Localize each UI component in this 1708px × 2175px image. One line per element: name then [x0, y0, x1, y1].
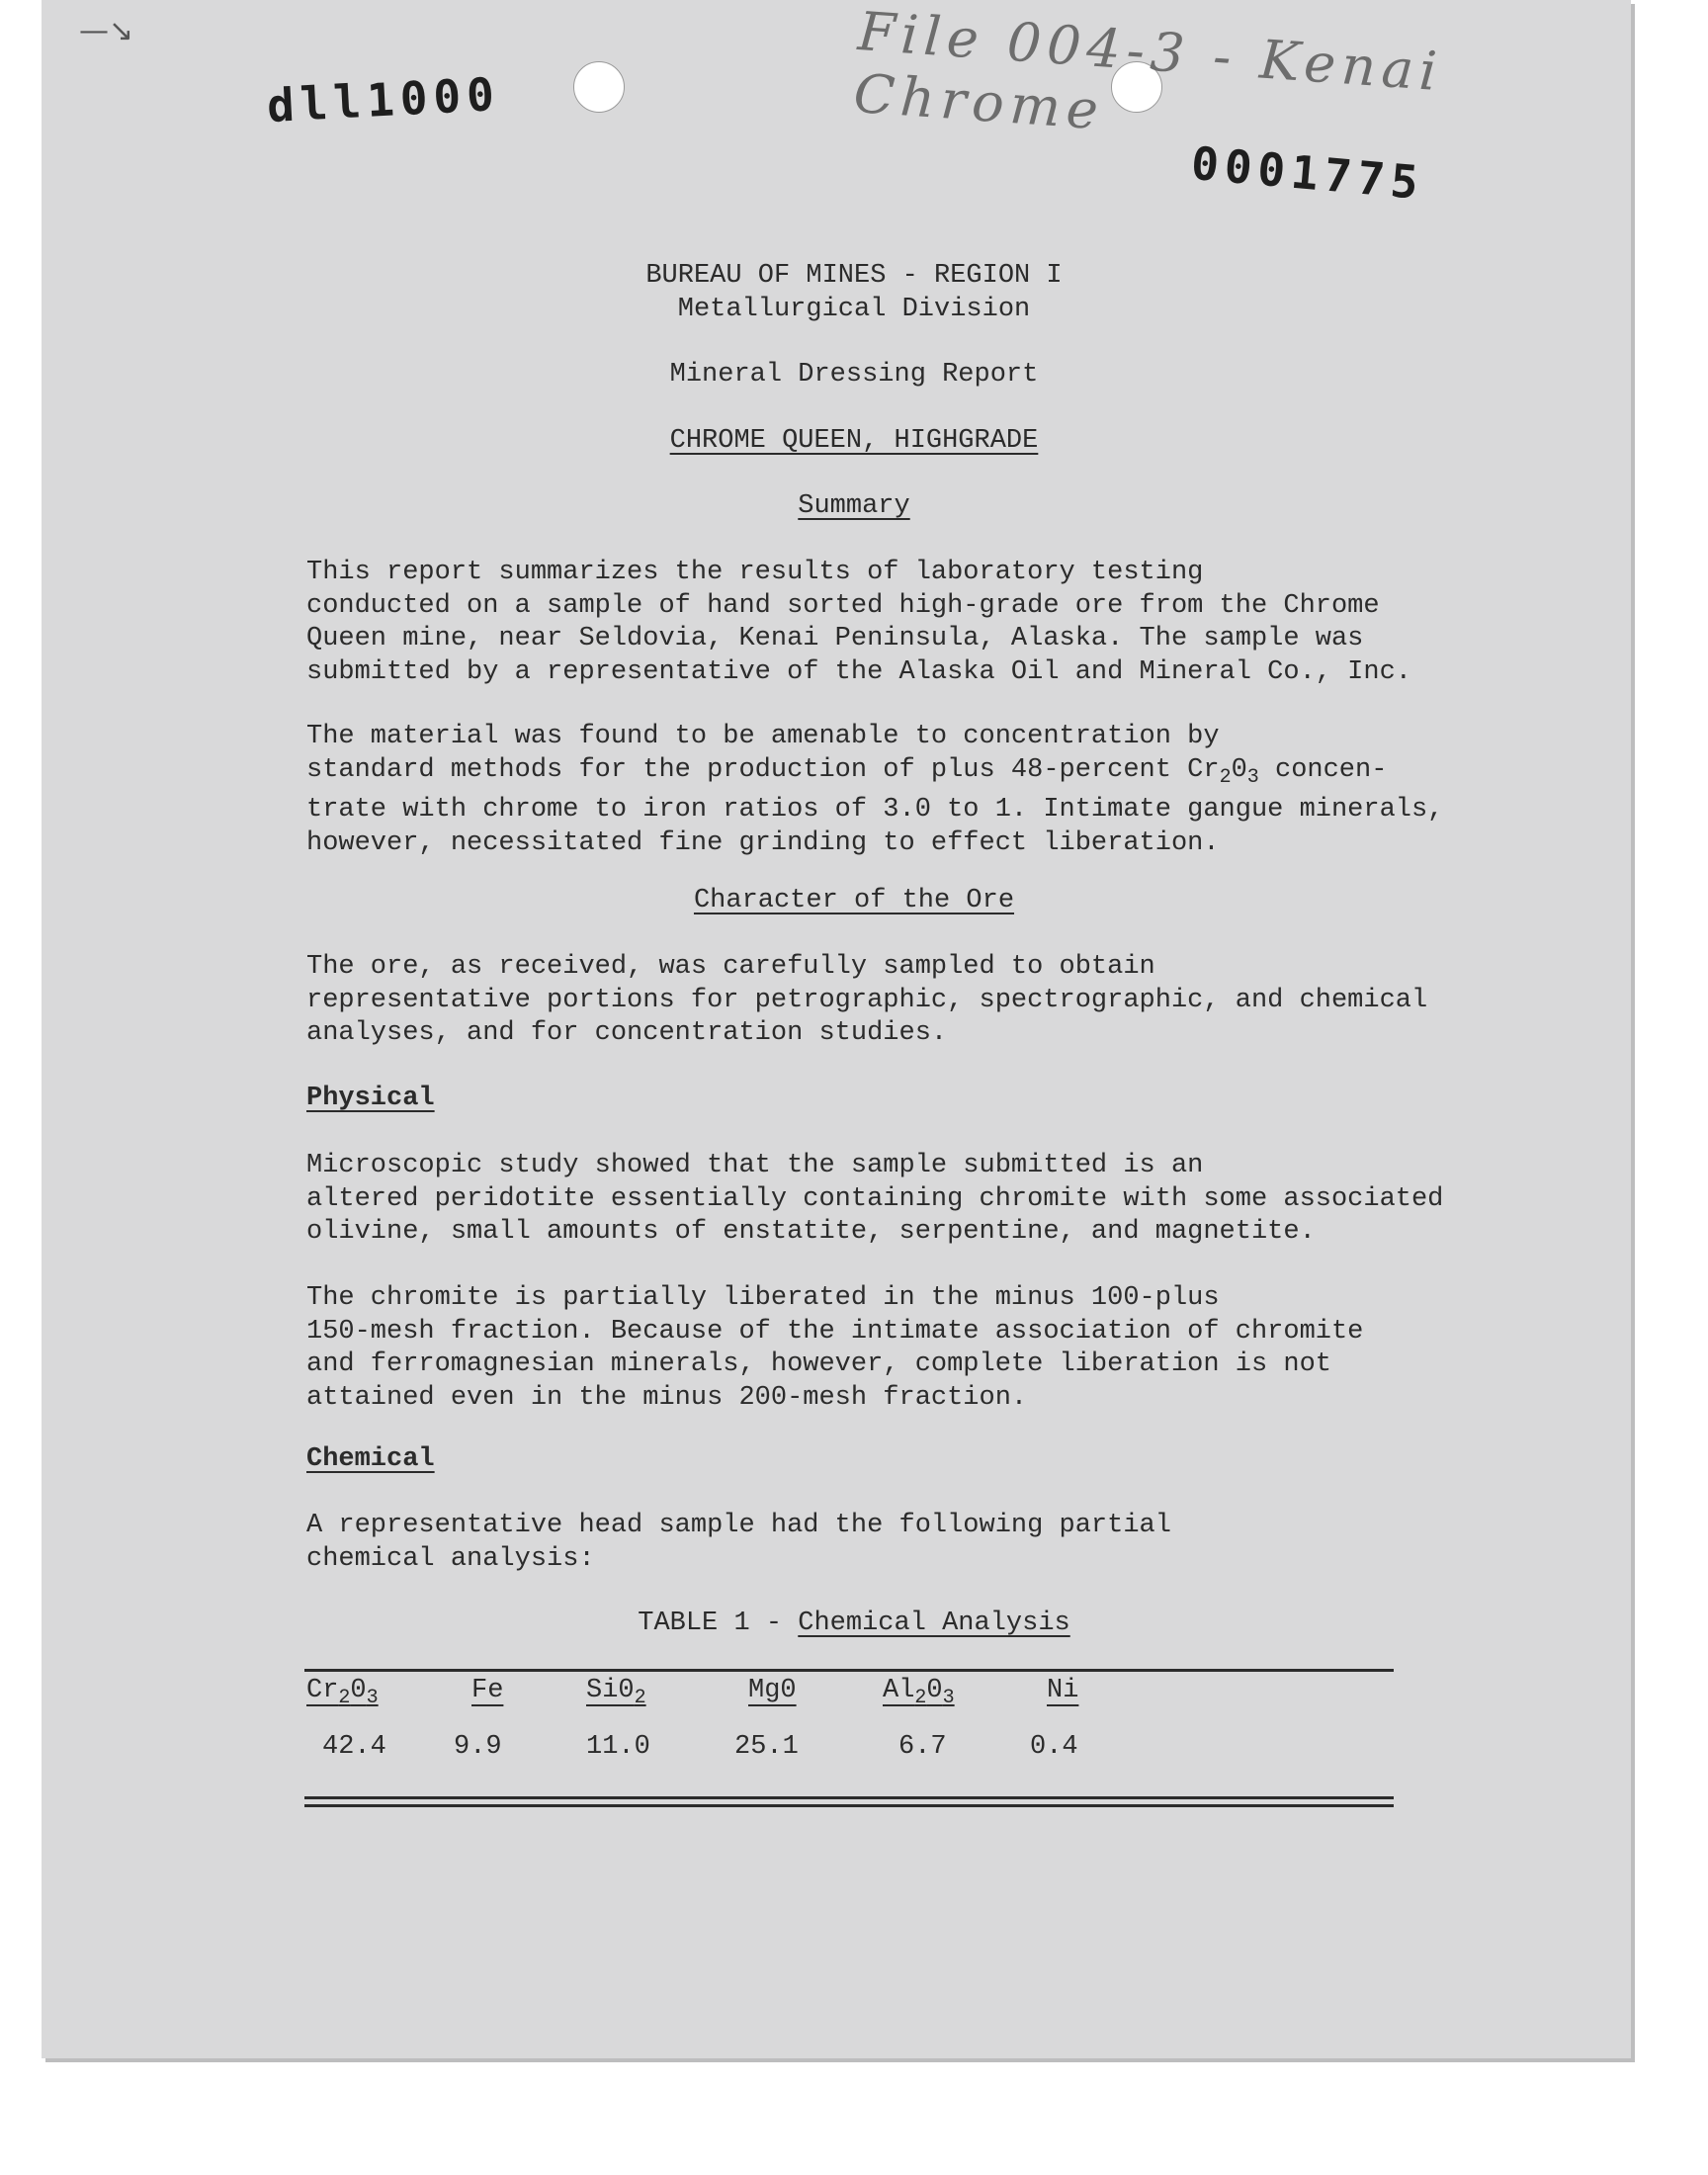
summary-heading	[0, 491, 1708, 521]
corner-mark: —↘	[79, 14, 134, 48]
col-header-al2o3: $Al_20_3$	[883, 1676, 955, 1709]
physical-heading: Physical	[306, 1084, 435, 1113]
physical-paragraph-1: Microscopic study showed that the sample submitted is an altered peridotite essentially containing chromite with some associated olivine, small amounts of enstatite, serpentine, and magnetite.	[306, 1151, 1444, 1247]
stamp-top-left: dll1000	[265, 66, 502, 133]
table-top-rule	[304, 1669, 1394, 1672]
summary-p2-o: 0	[1231, 754, 1247, 785]
table-caption-prefix: TABLE 1 -	[638, 1609, 799, 1638]
handwritten-file-note: File 004-3 - Kenai Chrome	[851, 0, 1445, 142]
header-org: BUREAU OF MINES - REGION I	[645, 261, 1063, 291]
physical-paragraph-2: The chromite is partially liberated in the minus 100-plus 150-mesh fraction. Because of the intimate association of chromite and ferromagnesian minerals, however, complete liberation is not attained even in the minus 200-mesh fraction.	[306, 1283, 1364, 1413]
value-mgo: 25.1	[734, 1732, 799, 1762]
report-title-text: CHROME QUEEN, HIGHGRADE	[669, 426, 1039, 456]
summary-p2-cr: Cr	[1187, 754, 1220, 785]
value-al2o3: 6.7	[898, 1732, 947, 1762]
value-cr2o3: 42.4	[322, 1732, 386, 1762]
table-caption	[0, 1609, 1708, 1638]
header-division: Metallurgical Division	[677, 295, 1031, 324]
stamp-document-number: 0001775	[1189, 135, 1426, 211]
col-header-fe: Fe	[471, 1676, 504, 1705]
table-bottom-rule-2	[304, 1804, 1394, 1807]
chemical-paragraph: A representative head sample had the following partial chemical analysis:	[306, 1511, 1171, 1574]
col-header-mgo: Mg0	[748, 1676, 797, 1705]
summary-paragraph-2	[306, 721, 1522, 860]
summary-heading-text: Summary	[798, 491, 910, 521]
summary-p2-sub1: 2	[1219, 765, 1232, 789]
value-sio2: 11.0	[586, 1732, 650, 1762]
punch-hole-left	[573, 61, 625, 113]
summary-p2-after: concen- trate with chrome to iron ratios of 3.0 to 1. Intimate gangue minerals, however, necessitated fine grinding to effect liberation.	[306, 754, 1444, 858]
summary-paragraph-1: This report summarizes the results of laboratory testing conducted on a sample of hand sorted high-grade ore from the Chrome Queen mine, near Seldovia, Kenai Peninsula, Alaska. The sample was submitted by a representative of the Alaska Oil and Mineral Co., Inc.	[306, 558, 1411, 687]
table-bottom-rule-1	[304, 1796, 1394, 1799]
report-type: Mineral Dressing Report	[669, 360, 1039, 390]
col-header-sio2: $Si0_2$	[586, 1676, 646, 1709]
report-title	[0, 426, 1708, 456]
table-caption-title: Chemical Analysis	[798, 1609, 1070, 1638]
character-heading	[0, 886, 1708, 915]
character-paragraph: The ore, as received, was carefully sampled to obtain representative portions for petrographic, spectrographic, and chemical analyses, and for concentration studies.	[306, 952, 1428, 1048]
summary-p2-sub2: 3	[1246, 765, 1259, 789]
col-header-cr2o3: $Cr_20_3$	[306, 1676, 379, 1709]
col-header-ni: Ni	[1047, 1676, 1079, 1705]
value-ni: 0.4	[1030, 1732, 1078, 1762]
character-heading-text: Character of the Ore	[693, 886, 1015, 915]
value-fe: 9.9	[454, 1732, 502, 1762]
summary-p2-before: The material was found to be amenable to concentration by standard methods for the production of plus 48-percent	[306, 722, 1220, 785]
chemical-heading: Chemical	[306, 1444, 435, 1474]
